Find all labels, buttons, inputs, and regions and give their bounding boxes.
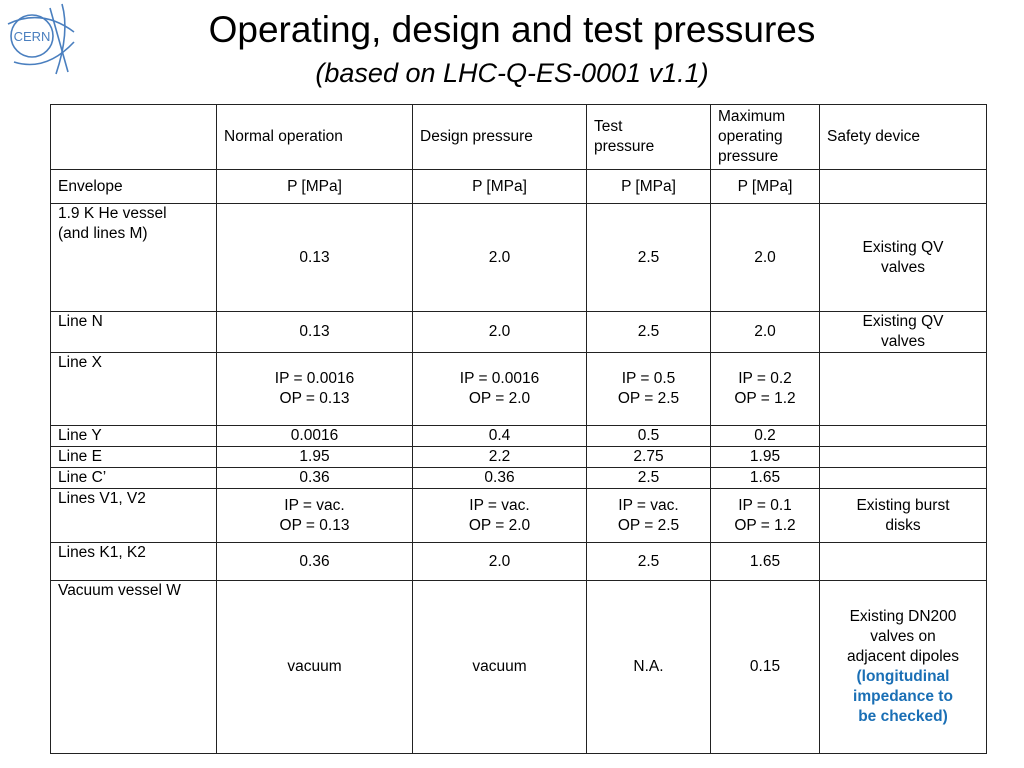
- cell-test: 0.5: [587, 426, 711, 447]
- cell-safety: [820, 170, 987, 204]
- row-label: Lines K1, K2: [51, 543, 217, 581]
- cell-safety: [820, 353, 987, 426]
- cell-normal: P [MPa]: [217, 170, 413, 204]
- table-row: [51, 447, 987, 468]
- cell-design: 2.2: [413, 447, 587, 468]
- cell-max: 2.0: [711, 312, 820, 353]
- row-label: Line C’: [51, 468, 217, 489]
- header-safety-device: Safety device: [820, 105, 987, 170]
- cell-max: 1.95: [711, 447, 820, 468]
- table-row: [51, 170, 987, 204]
- cell-safety: [820, 426, 987, 447]
- slide-title: Operating, design and test pressures: [208, 9, 816, 50]
- table-row: [51, 489, 987, 543]
- row-label: Line Y: [51, 426, 217, 447]
- cell-max: 2.0: [711, 204, 820, 312]
- logo-text: CERN: [13, 29, 51, 44]
- cell-test: 2.5: [587, 468, 711, 489]
- cell-test: P [MPa]: [587, 170, 711, 204]
- cell-max: IP = 0.2 OP = 1.2: [711, 353, 820, 426]
- cell-test: N.A.: [587, 581, 711, 754]
- cell-max: P [MPa]: [711, 170, 820, 204]
- cell-design: P [MPa]: [413, 170, 587, 204]
- row-label: Lines V1, V2: [51, 489, 217, 543]
- cell-design: 0.36: [413, 468, 587, 489]
- cell-normal: 0.36: [217, 543, 413, 581]
- cell-test: 2.75: [587, 447, 711, 468]
- table-row: [51, 426, 987, 447]
- cell-normal: 0.13: [217, 204, 413, 312]
- cell-max: 0.2: [711, 426, 820, 447]
- header-max-operating-pressure: Maximum operating pressure: [711, 105, 820, 170]
- cell-max: 1.65: [711, 468, 820, 489]
- table-header-row: [51, 105, 987, 170]
- table-row: [51, 468, 987, 489]
- cell-safety: [820, 447, 987, 468]
- header-test-pressure: Test pressure: [587, 105, 711, 170]
- cell-safety: Existing QV valves: [820, 312, 987, 353]
- row-label: Line E: [51, 447, 217, 468]
- cell-design: 2.0: [413, 543, 587, 581]
- table-row: [51, 353, 987, 426]
- cell-design: 2.0: [413, 312, 587, 353]
- header-normal-operation: Normal operation: [217, 105, 413, 170]
- pressure-table: [50, 104, 987, 754]
- cell-design: 0.4: [413, 426, 587, 447]
- cell-test: 2.5: [587, 204, 711, 312]
- cell-test: 2.5: [587, 312, 711, 353]
- impedance-note: (longitudinal impedance to be checked): [853, 668, 953, 725]
- cell-safety: Existing QV valves: [820, 204, 987, 312]
- cell-normal: 1.95: [217, 447, 413, 468]
- row-label: 1.9 K He vessel (and lines M): [51, 204, 217, 312]
- cell-design: IP = vac. OP = 2.0: [413, 489, 587, 543]
- row-label: Vacuum vessel W: [51, 581, 217, 754]
- cell-safety: [820, 468, 987, 489]
- cell-safety: Existing burst disks: [820, 489, 987, 543]
- cell-test: 2.5: [587, 543, 711, 581]
- cell-normal: 0.0016: [217, 426, 413, 447]
- cell-normal: IP = vac. OP = 0.13: [217, 489, 413, 543]
- row-label: Line X: [51, 353, 217, 426]
- cell-design: IP = 0.0016 OP = 2.0: [413, 353, 587, 426]
- table-row: [51, 312, 987, 353]
- cell-max: 1.65: [711, 543, 820, 581]
- table-row: [51, 543, 987, 581]
- row-label: Line N: [51, 312, 217, 353]
- cell-test: IP = vac. OP = 2.5: [587, 489, 711, 543]
- header-cell-blank: [51, 105, 217, 170]
- cell-max: 0.15: [711, 581, 820, 754]
- safety-device-text: Existing DN200 valves on adjacent dipoles: [846, 608, 960, 665]
- cell-normal: vacuum: [217, 581, 413, 754]
- cell-design: 2.0: [413, 204, 587, 312]
- table-row: [51, 204, 987, 312]
- cell-max: IP = 0.1 OP = 1.2: [711, 489, 820, 543]
- row-label: Envelope: [51, 170, 217, 204]
- header-design-pressure: Design pressure: [413, 105, 587, 170]
- cell-safety: [820, 543, 987, 581]
- slide-subtitle: (based on LHC-Q-ES-0001 v1.1): [315, 58, 709, 88]
- cell-safety: [820, 581, 987, 754]
- cell-normal: IP = 0.0016 OP = 0.13: [217, 353, 413, 426]
- cell-normal: 0.36: [217, 468, 413, 489]
- cell-normal: 0.13: [217, 312, 413, 353]
- cell-design: vacuum: [413, 581, 587, 754]
- cell-test: IP = 0.5 OP = 2.5: [587, 353, 711, 426]
- table-row: [51, 581, 987, 754]
